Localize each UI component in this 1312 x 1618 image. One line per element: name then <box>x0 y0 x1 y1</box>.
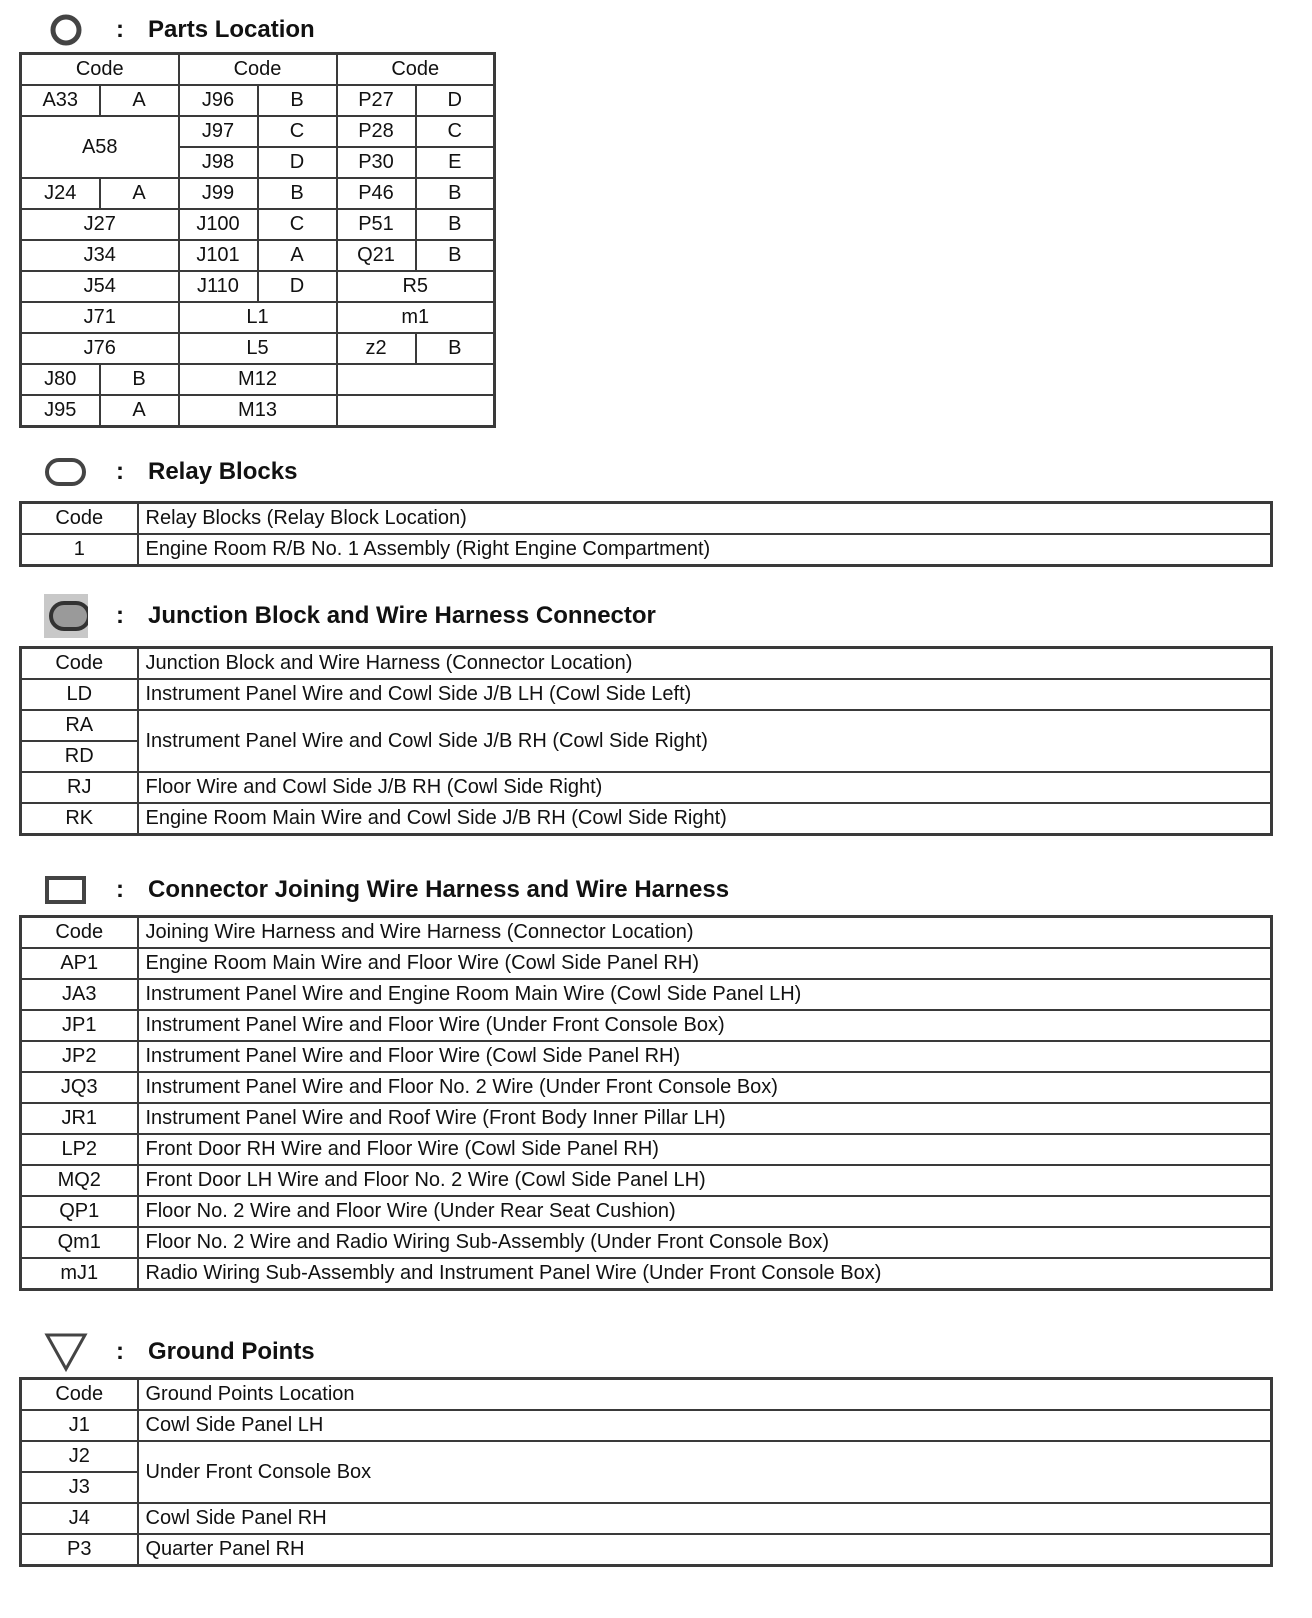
table-row <box>21 1165 1272 1196</box>
part-code: J34 <box>21 240 179 271</box>
part-location: E <box>416 147 495 178</box>
part-code: A33 <box>21 85 100 116</box>
table-header-row <box>21 1379 1272 1411</box>
table-row <box>21 1227 1272 1258</box>
table-row <box>21 803 1272 835</box>
description-cell: Instrument Panel Wire and Engine Room Main Wire (Cowl Side Panel LH) <box>138 979 1272 1010</box>
code-cell: MQ2 <box>21 1165 138 1196</box>
part-code: M12 <box>179 364 337 395</box>
part-location: C <box>258 116 337 147</box>
part-location: D <box>258 271 337 302</box>
code-cell: JP1 <box>21 1010 138 1041</box>
heading-colon: : <box>116 876 124 903</box>
table-row <box>21 178 495 209</box>
section-title: Parts Location <box>148 16 315 43</box>
heading-colon: : <box>116 1338 124 1365</box>
table-row <box>21 1072 1272 1103</box>
triangle-icon <box>44 1330 88 1374</box>
part-code: P28 <box>337 116 416 147</box>
table-row <box>21 1258 1272 1290</box>
description-cell: Instrument Panel Wire and Cowl Side J/B LH (Cowl Side Left) <box>138 679 1272 710</box>
rectangle-icon <box>44 868 88 912</box>
part-location: C <box>258 209 337 240</box>
code-header: Code <box>21 648 138 680</box>
part-location: D <box>416 85 495 116</box>
code-cell: P3 <box>21 1534 138 1566</box>
part-code: J96 <box>179 85 258 116</box>
table-row <box>21 116 495 147</box>
part-code: z2 <box>337 333 416 364</box>
part-code: J80 <box>21 364 100 395</box>
table-row <box>21 1134 1272 1165</box>
code-cell: J4 <box>21 1503 138 1534</box>
table-row <box>21 271 495 302</box>
table-row <box>21 534 1272 566</box>
part-code: J99 <box>179 178 258 209</box>
table-header-row <box>21 648 1272 680</box>
connector-joining-table <box>19 915 1273 1291</box>
table-header-row <box>21 503 1272 535</box>
description-cell: Instrument Panel Wire and Roof Wire (Front Body Inner Pillar LH) <box>138 1103 1272 1134</box>
part-code: M13 <box>179 395 337 427</box>
code-cell: J2 <box>21 1441 138 1472</box>
description-cell: Instrument Panel Wire and Cowl Side J/B RH (Cowl Side Right) <box>138 710 1272 772</box>
table-row <box>21 710 1272 741</box>
part-code: L1 <box>179 302 337 333</box>
empty-cell <box>337 364 495 395</box>
column-header: Code <box>337 54 495 86</box>
column-header: Code <box>21 54 179 86</box>
part-code: J24 <box>21 178 100 209</box>
heading-colon: : <box>116 16 124 43</box>
parts-location-heading <box>44 8 315 52</box>
table-row <box>21 1010 1272 1041</box>
part-location: C <box>416 116 495 147</box>
description-cell: Engine Room Main Wire and Floor Wire (Cowl Side Panel RH) <box>138 948 1272 979</box>
table-row <box>21 1103 1272 1134</box>
description-cell: Instrument Panel Wire and Floor No. 2 Wire (Under Front Console Box) <box>138 1072 1272 1103</box>
table-row <box>21 772 1272 803</box>
table-row <box>21 979 1272 1010</box>
heading-colon: : <box>116 602 124 629</box>
code-cell: QP1 <box>21 1196 138 1227</box>
part-location: B <box>258 178 337 209</box>
code-cell: JP2 <box>21 1041 138 1072</box>
code-cell: 1 <box>21 534 138 566</box>
description-cell: Engine Room R/B No. 1 Assembly (Right Engine Compartment) <box>138 534 1272 566</box>
junction-block-table <box>19 646 1273 836</box>
code-header: Code <box>21 917 138 949</box>
heading-colon: : <box>116 458 124 485</box>
table-row <box>21 1534 1272 1566</box>
part-code: P51 <box>337 209 416 240</box>
code-cell: JQ3 <box>21 1072 138 1103</box>
table-header-row <box>21 54 495 86</box>
table-row <box>21 948 1272 979</box>
code-header: Code <box>21 503 138 535</box>
table-row <box>21 240 495 271</box>
relay-blocks-table <box>19 501 1273 567</box>
part-code: J101 <box>179 240 258 271</box>
code-cell: RJ <box>21 772 138 803</box>
description-cell: Floor No. 2 Wire and Floor Wire (Under Rear Seat Cushion) <box>138 1196 1272 1227</box>
table-row <box>21 85 495 116</box>
code-cell: LP2 <box>21 1134 138 1165</box>
description-header: Relay Blocks (Relay Block Location) <box>138 503 1272 535</box>
part-location: A <box>100 85 179 116</box>
code-cell: mJ1 <box>21 1258 138 1290</box>
description-cell: Quarter Panel RH <box>138 1534 1272 1566</box>
description-cell: Under Front Console Box <box>138 1441 1272 1503</box>
description-header: Junction Block and Wire Harness (Connector Location) <box>138 648 1272 680</box>
part-code: R5 <box>337 271 495 302</box>
part-location: B <box>416 240 495 271</box>
part-code: A58 <box>21 116 179 178</box>
part-location: B <box>416 209 495 240</box>
relay-blocks-heading <box>44 450 297 494</box>
part-code: L5 <box>179 333 337 364</box>
shaded-rounded-rectangle-icon <box>44 594 88 638</box>
code-cell: AP1 <box>21 948 138 979</box>
table-row <box>21 1441 1272 1472</box>
table-row <box>21 1196 1272 1227</box>
table-row <box>21 302 495 333</box>
part-location: D <box>258 147 337 178</box>
part-location: B <box>416 333 495 364</box>
code-cell: LD <box>21 679 138 710</box>
table-row <box>21 1503 1272 1534</box>
part-code: J76 <box>21 333 179 364</box>
column-header: Code <box>179 54 337 86</box>
description-cell: Front Door LH Wire and Floor No. 2 Wire (Cowl Side Panel LH) <box>138 1165 1272 1196</box>
code-cell: Qm1 <box>21 1227 138 1258</box>
description-cell: Instrument Panel Wire and Floor Wire (Cowl Side Panel RH) <box>138 1041 1272 1072</box>
description-cell: Floor No. 2 Wire and Radio Wiring Sub-Assembly (Under Front Console Box) <box>138 1227 1272 1258</box>
part-code: P27 <box>337 85 416 116</box>
connector-joining-heading <box>44 868 729 912</box>
table-row <box>21 1041 1272 1072</box>
circle-icon <box>44 8 88 52</box>
ground-points-table <box>19 1377 1273 1567</box>
description-cell: Floor Wire and Cowl Side J/B RH (Cowl Side Right) <box>138 772 1272 803</box>
part-location: B <box>416 178 495 209</box>
part-code: J95 <box>21 395 100 427</box>
part-location: A <box>100 395 179 427</box>
table-row <box>21 333 495 364</box>
code-header: Code <box>21 1379 138 1411</box>
code-cell: JA3 <box>21 979 138 1010</box>
table-row <box>21 209 495 240</box>
code-cell: J3 <box>21 1472 138 1503</box>
table-row <box>21 395 495 427</box>
code-cell: RK <box>21 803 138 835</box>
part-code: J98 <box>179 147 258 178</box>
part-code: P46 <box>337 178 416 209</box>
part-code: Q21 <box>337 240 416 271</box>
description-cell: Front Door RH Wire and Floor Wire (Cowl Side Panel RH) <box>138 1134 1272 1165</box>
part-code: J27 <box>21 209 179 240</box>
description-header: Ground Points Location <box>138 1379 1272 1411</box>
part-location: A <box>258 240 337 271</box>
parts-location-table <box>19 52 496 428</box>
empty-cell <box>337 395 495 427</box>
section-title: Connector Joining Wire Harness and Wire Harness <box>148 876 730 903</box>
part-code: J54 <box>21 271 179 302</box>
part-location: B <box>100 364 179 395</box>
table-row <box>21 1410 1272 1441</box>
table-header-row <box>21 917 1272 949</box>
description-cell: Radio Wiring Sub-Assembly and Instrument Panel Wire (Under Front Console Box) <box>138 1258 1272 1290</box>
part-location: A <box>100 178 179 209</box>
part-code: J110 <box>179 271 258 302</box>
ground-points-heading <box>44 1330 315 1374</box>
part-location: B <box>258 85 337 116</box>
table-row <box>21 364 495 395</box>
part-code: J71 <box>21 302 179 333</box>
code-cell: J1 <box>21 1410 138 1441</box>
section-title: Relay Blocks <box>148 458 298 485</box>
part-code: P30 <box>337 147 416 178</box>
description-cell: Cowl Side Panel LH <box>138 1410 1272 1441</box>
description-header: Joining Wire Harness and Wire Harness (Connector Location) <box>138 917 1272 949</box>
junction-block-heading <box>44 594 656 638</box>
code-cell: RD <box>21 741 138 772</box>
table-row <box>21 679 1272 710</box>
part-code: J100 <box>179 209 258 240</box>
description-cell: Engine Room Main Wire and Cowl Side J/B RH (Cowl Side Right) <box>138 803 1272 835</box>
description-cell: Instrument Panel Wire and Floor Wire (Under Front Console Box) <box>138 1010 1272 1041</box>
part-code: J97 <box>179 116 258 147</box>
section-title: Junction Block and Wire Harness Connector <box>148 602 656 629</box>
rounded-rectangle-icon <box>44 450 88 494</box>
part-code: m1 <box>337 302 495 333</box>
description-cell: Cowl Side Panel RH <box>138 1503 1272 1534</box>
section-title: Ground Points <box>148 1338 315 1365</box>
code-cell: RA <box>21 710 138 741</box>
code-cell: JR1 <box>21 1103 138 1134</box>
